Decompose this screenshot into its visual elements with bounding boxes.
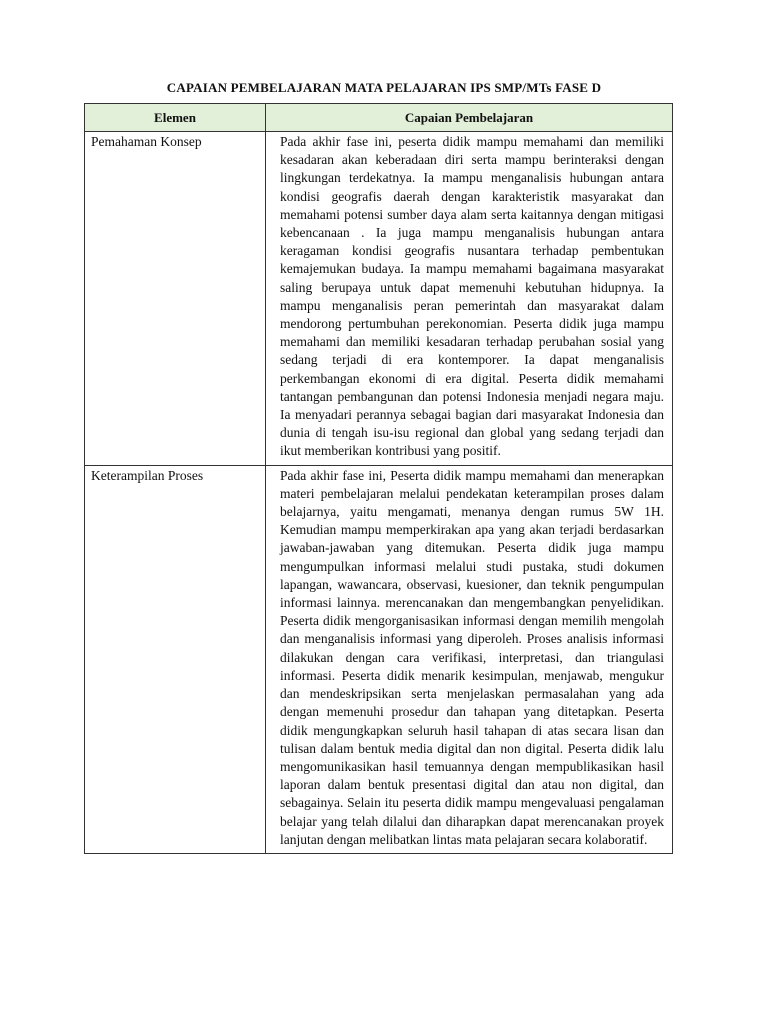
column-header-elemen: Elemen — [85, 104, 266, 132]
column-header-capaian: Capaian Pembelajaran — [266, 104, 673, 132]
capaian-text: Pada akhir fase ini, peserta didik mampu memahami dan memiliki kesadaran akan keberadaan diri serta mampu berinteraksi dengan lingkungan terdekatnya. Ia mampu menganalisis hubungan antara kondisi geografis daerah dengan karakteristik masyarakat dan memahami potensi sumber daya alam serta kaitannya dengan mitigasi kebencanaan . Ia juga mampu menganalisis hubungan antara keragaman kondisi geografis nusantara terhadap pembentukan kemajemukan budaya. Ia mampu memahami bagaimana masyarakat saling berupaya untuk dapat memenuhi kebutuhan hidupnya. Ia mampu menganalisis peran pemerintah dan masyarakat dalam mendorong pertumbuhan perekonomian. Peserta didik juga mampu memahami dan memiliki kesadaran terhadap perubahan sosial yang sedang terjadi di era kontemporer. Ia dapat menganalisis perkembangan ekonomi di era digital. Peserta didik memahami tantangan pembangunan dan potensi Indonesia menjadi negara maju. Ia menyadari perannya sebagai bagian dari masyarakat Indonesia dan dunia di tengah isu-isu regional dan global yang sedang terjadi dan ikut memberikan kontribusi yang positif. — [280, 134, 664, 459]
learning-outcomes-table — [84, 103, 673, 854]
elemen-cell-keterampilan-proses: Keterampilan Proses — [85, 465, 266, 853]
elemen-cell-pemahaman-konsep: Pemahaman Konsep — [85, 132, 266, 466]
table-row — [85, 132, 673, 466]
capaian-text: Pada akhir fase ini, Peserta didik mampu memahami dan menerapkan materi pembelajaran melalui pendekatan keterampilan proses dalam belajarnya, yaitu mengamati, menanya dengan rumus 5W 1H. Kemudian mampu memperkirakan apa yang akan terjadi berdasarkan jawaban-jawaban yang ditemukan. Peserta didik juga mampu mengumpulkan informasi melalui studi pustaka, studi dokumen lapangan, wawancara, observasi, kuesioner, dan teknik pengumpulan informasi lainnya. merencanakan dan mengembangkan penyelidikan. Peserta didik mengorganisasikan informasi dengan memilih mengolah dan menganalisis informasi yang diperoleh. Proses analisis informasi dilakukan dengan cara verifikasi, interpretasi, dan triangulasi informasi. Peserta didik menarik kesimpulan, menjawab, mengukur dan mendeskripsikan serta menjelaskan permasalahan yang ada dengan memenuhi prosedur dan tahapan yang ditetapkan. Peserta didik mengungkapkan seluruh hasil tahapan di atas secara lisan dan tulisan dalam bentuk media digital dan non digital. Peserta didik lalu mengomunikasikan hasil temuannya dengan mempublikasikan hasil laporan dalam bentuk presentasi digital dan atau non digital, dan sebagainya. Selain itu peserta didik mampu mengevaluasi pengalaman belajar yang telah dilalui dan diharapkan dapat merencanakan proyek lanjutan dengan melibatkan lintas mata pelajaran secara kolaboratif. — [280, 467, 664, 847]
page-title: CAPAIAN PEMBELAJARAN MATA PELAJARAN IPS SMP/MTs FASE D — [166, 80, 602, 95]
table-row — [85, 465, 673, 853]
table-header-row — [85, 104, 673, 132]
capaian-cell-pemahaman-konsep — [266, 132, 673, 466]
capaian-cell-keterampilan-proses — [266, 465, 673, 853]
